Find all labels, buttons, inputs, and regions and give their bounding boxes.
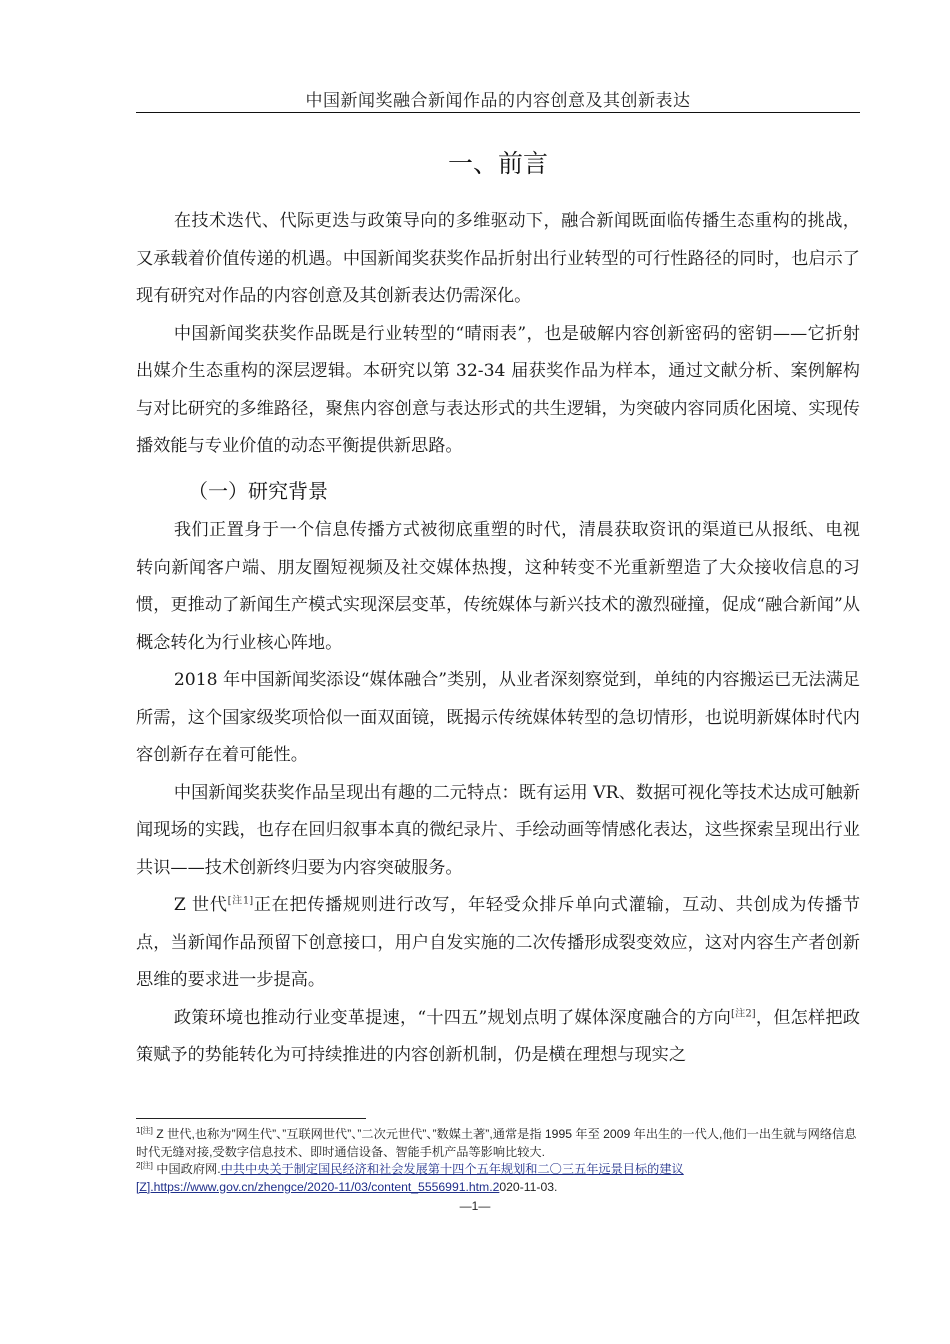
intro-text bbox=[136, 203, 860, 466]
paragraph-text: 政策环境也推动行业变革提速，“十四五”规划点明了媒体深度融合的方向 bbox=[173, 1007, 732, 1028]
paragraph bbox=[136, 887, 860, 1000]
paragraph bbox=[136, 1000, 860, 1075]
footnote-mark: 1[注] bbox=[136, 1125, 153, 1135]
footnote-link[interactable]: 中共中央关于制定国民经济和社会发展第十四个五年规划和二〇三五年远景目标的建议[Z].https://www.gov.cn/zhengce/2020-11/03/content_5556991.htm.2 bbox=[136, 1162, 684, 1194]
footnote-1 bbox=[136, 1126, 860, 1161]
paragraph-text: 正在把传播规则进行改写，年轻受众排斥单向式灌输，互动、共创成为传播节点，当新闻作品预留下创意接口，用户自发实施的二次传播形成裂变效应，这对内容生产者创新思维的要求进一步提高。 bbox=[136, 895, 861, 990]
footnotes bbox=[136, 1126, 860, 1196]
subsection-title: （一）研究背景 bbox=[188, 479, 328, 503]
paragraph-text: Z 世代 bbox=[173, 895, 228, 915]
paragraph: 我们正置身于一个信息传播方式被彻底重塑的时代，清晨获取资讯的渠道已从报纸、电视转向新闻客户端、朋友圈短视频及社交媒体热搜，这种转变不光重新塑造了大众接收信息的习惯，更推动了新闻生产模式实现深层变革，传统媒体与新兴技术的激烈碰撞，促成“融合新闻”从概念转化为行业核心阵地。 bbox=[136, 520, 860, 653]
footnote-date: 020-11-03. bbox=[499, 1179, 558, 1194]
paragraph: 中国新闻奖获奖作品既是行业转型的“晴雨表”，也是破解内容创新密码的密钥——它折射出媒介生态重构的深层逻辑。本研究以第 32-34 届获奖作品为样本，通过文献分析、案例解构与对比研究的多维路径，聚焦内容创意与表达形式的共生逻辑，为突破内容同质化困境、实现传播效能与专业价值的动态平衡提供新思路。 bbox=[136, 323, 860, 456]
footnote-separator bbox=[136, 1118, 366, 1119]
running-header: 中国新闻奖融合新闻作品的内容创意及其创新表达 bbox=[305, 91, 691, 111]
footnote-mark: 2[注] bbox=[136, 1160, 153, 1170]
footnote-2 bbox=[136, 1161, 860, 1196]
header-rule bbox=[136, 112, 860, 113]
paragraph: 2018 年中国新闻奖添设“媒体融合”类别，从业者深刻察觉到，单纯的内容搬运已无法满足所需，这个国家级奖项恰似一面双面镜，既揭示传统媒体转型的急切情形，也说明新媒体时代内容创新存在着可能性。 bbox=[136, 670, 860, 765]
footnote-text: Z 世代,也称为”网生代”、”互联网世代”、”二次元世代”、”数媒土著”,通常是指 1995 年至 2009 年出生的一代人,他们一出生就与网络信息时代无缝对接,受数字信息技术、即时通信设备、智能手机产品等影响比较大. bbox=[136, 1127, 857, 1159]
paragraph: 中国新闻奖获奖作品呈现出有趣的二元特点：既有运用 VR、数据可视化等技术达成可触新闻现场的实践，也存在回归叙事本真的微纪录片、手绘动画等情感化表达，这些探索呈现出行业共识——技术创新终归要为内容突破服务。 bbox=[136, 782, 860, 878]
footnote-ref-1[interactable]: [注1] bbox=[227, 895, 254, 907]
footnote-ref-2[interactable]: [注2] bbox=[731, 1007, 756, 1019]
page-number: —1— bbox=[459, 1199, 491, 1213]
section-title: 一、前言 bbox=[447, 149, 548, 178]
paragraph: 在技术迭代、代际更迭与政策导向的多维驱动下，融合新闻既面临传播生态重构的挑战，又承载着价值传递的机遇。中国新闻奖获奖作品折射出行业转型的可行性路径的同时，也启示了现有研究对作品的内容创意及其创新表达仍需深化。 bbox=[136, 211, 860, 306]
background-text bbox=[136, 512, 860, 1075]
paragraph-text: ，但怎样把政策赋予的势能转化为可持续推进的内容创新机制，仍是横在理想与现实之 bbox=[136, 1007, 860, 1065]
footnote-text: 中国政府网. bbox=[152, 1162, 221, 1176]
